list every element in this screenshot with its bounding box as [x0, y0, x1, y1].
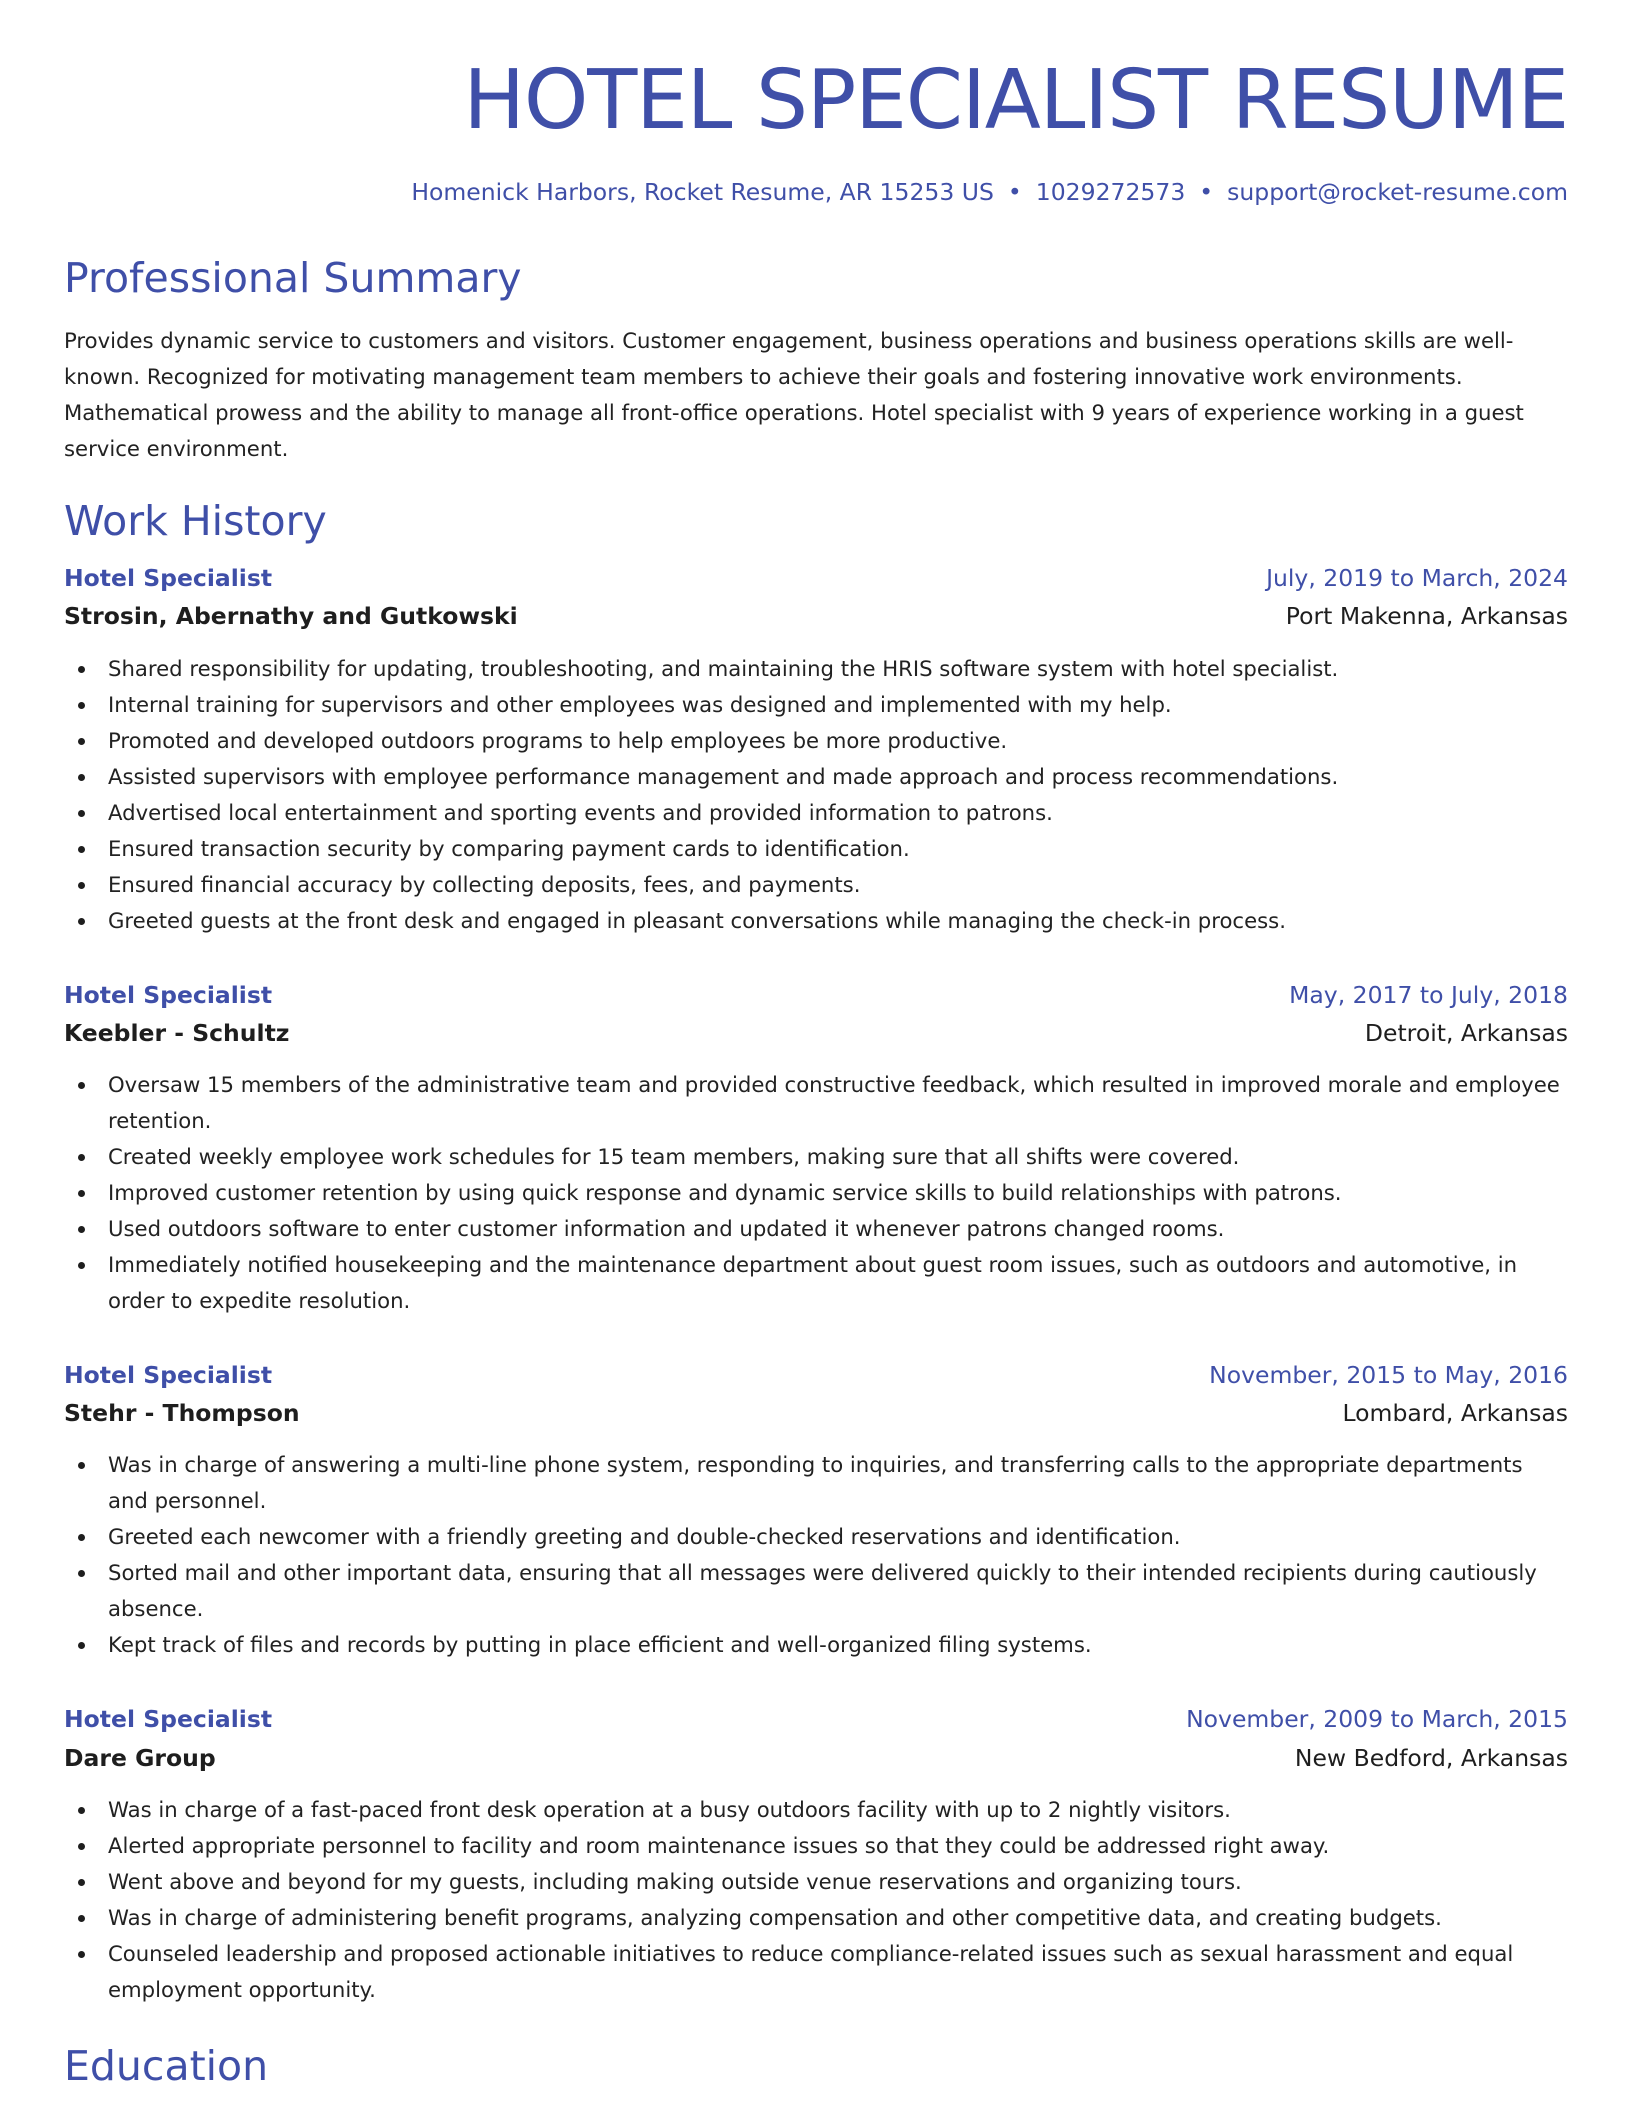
job-bullet-list [64, 1792, 1568, 2008]
education-heading: Education [64, 2041, 269, 2090]
job-header [64, 564, 1568, 592]
job-subheader [64, 1019, 1568, 1047]
resume-page [64, 0, 1568, 2090]
job-dates: November, 2009 to March, 2015 [1186, 1705, 1568, 1734]
job-bullet: Greeted each newcomer with a friendly greeting and double-checked reservations and identification. [64, 1519, 1568, 1555]
resume-title: HOTEL SPECIALIST RESUME [463, 53, 1568, 148]
job-location: New Bedford, Arkansas [1294, 1743, 1568, 1772]
job-header [64, 981, 1568, 1009]
job-title: Hotel Specialist [64, 980, 273, 1009]
job-entry [64, 981, 1568, 1319]
job-dates: November, 2015 to May, 2016 [1209, 1360, 1568, 1389]
job-bullet: Ensured transaction security by comparing payment cards to identification. [64, 831, 1568, 867]
job-subheader [64, 1744, 1568, 1772]
job-subheader [64, 1399, 1568, 1427]
job-bullet: Ensured financial accuracy by collecting deposits, fees, and payments. [64, 867, 1568, 903]
job-entry [64, 1705, 1568, 2007]
job-entry [64, 1361, 1568, 1663]
contact-line [64, 178, 1568, 206]
job-title: Hotel Specialist [64, 1705, 273, 1734]
job-bullet: Kept track of files and records by putting in place efficient and well-organized filing systems. [64, 1627, 1568, 1663]
job-bullet: Internal training for supervisors and other employees was designed and implemented with my help. [64, 687, 1568, 723]
work-history-heading: Work History [64, 497, 327, 546]
job-bullet: Advertised local entertainment and sporting events and provided information to patrons. [64, 795, 1568, 831]
job-bullet: Was in charge of a fast-paced front desk operation at a busy outdoors facility with up to 2 nightly visitors. [64, 1792, 1568, 1828]
summary-heading: Professional Summary [64, 254, 522, 303]
work-history-list [64, 564, 1568, 2008]
job-bullet-list [64, 1447, 1568, 1663]
job-bullet: Counseled leadership and proposed actionable initiatives to reduce compliance-related issues such as sexual harassment and equal employment opportunity. [64, 1936, 1568, 2008]
contact-separator: • [1007, 178, 1022, 206]
job-location: Detroit, Arkansas [1364, 1018, 1568, 1047]
job-title: Hotel Specialist [64, 1360, 273, 1389]
job-dates: May, 2017 to July, 2018 [1289, 980, 1568, 1009]
contact-separator: • [1199, 178, 1214, 206]
job-header [64, 1361, 1568, 1389]
job-company: Keebler - Schultz [64, 1018, 290, 1047]
job-bullet: Greeted guests at the front desk and engaged in pleasant conversations while managing the check-in process. [64, 903, 1568, 939]
job-bullet: Oversaw 15 members of the administrative team and provided constructive feedback, which resulted in improved morale and employee retention. [64, 1067, 1568, 1139]
job-company: Stehr - Thompson [64, 1399, 300, 1428]
job-company: Strosin, Abernathy and Gutkowski [64, 602, 518, 631]
job-bullet-list [64, 1067, 1568, 1319]
job-title: Hotel Specialist [64, 564, 273, 593]
job-bullet: Assisted supervisors with employee performance management and made approach and process recommendations. [64, 759, 1568, 795]
job-dates: July, 2019 to March, 2024 [1266, 564, 1568, 593]
job-company: Dare Group [64, 1743, 216, 1772]
job-bullet-list [64, 651, 1568, 939]
job-header [64, 1705, 1568, 1733]
job-bullet: Created weekly employee work schedules for 15 team members, making sure that all shifts were covered. [64, 1139, 1568, 1175]
job-bullet: Sorted mail and other important data, ensuring that all messages were delivered quickly to their intended recipients during cautiously absence. [64, 1555, 1568, 1627]
job-bullet: Alerted appropriate personnel to facility and room maintenance issues so that they could be addressed right away. [64, 1828, 1568, 1864]
job-bullet: Immediately notified housekeeping and the maintenance department about guest room issues, such as outdoors and automotive, in order to expedite resolution. [64, 1247, 1568, 1319]
job-bullet: Was in charge of answering a multi-line phone system, responding to inquiries, and transferring calls to the appropriate departments and personnel. [64, 1447, 1568, 1519]
job-bullet: Was in charge of administering benefit programs, analyzing compensation and other competitive data, and creating budgets. [64, 1900, 1568, 1936]
contact-address: Homenick Harbors, Rocket Resume, AR 15253 US [411, 178, 994, 206]
job-entry [64, 564, 1568, 938]
job-bullet: Shared responsibility for updating, troubleshooting, and maintaining the HRIS software system with hotel specialist. [64, 651, 1568, 687]
job-bullet: Went above and beyond for my guests, including making outside venue reservations and organizing tours. [64, 1864, 1568, 1900]
job-subheader [64, 602, 1568, 630]
summary-text: Provides dynamic service to customers and visitors. Customer engagement, business operations and business operations skills are well-known. Recognized for motivating management team members to achieve their goals and fostering innovative work environments. Mathematical prowess and the ability to manage all front-office operations. Hotel specialist with 9 years of experience working in a guest service environment. [64, 328, 1524, 462]
job-bullet: Improved customer retention by using quick response and dynamic service skills to build relationships with patrons. [64, 1175, 1568, 1211]
contact-email[interactable]: support@rocket-resume.com [1227, 178, 1568, 206]
job-bullet: Used outdoors software to enter customer information and updated it whenever patrons changed rooms. [64, 1211, 1568, 1247]
job-bullet: Promoted and developed outdoors programs to help employees be more productive. [64, 723, 1568, 759]
contact-phone: 1029272573 [1035, 178, 1186, 206]
job-location: Port Makenna, Arkansas [1285, 602, 1568, 631]
job-location: Lombard, Arkansas [1342, 1399, 1568, 1428]
